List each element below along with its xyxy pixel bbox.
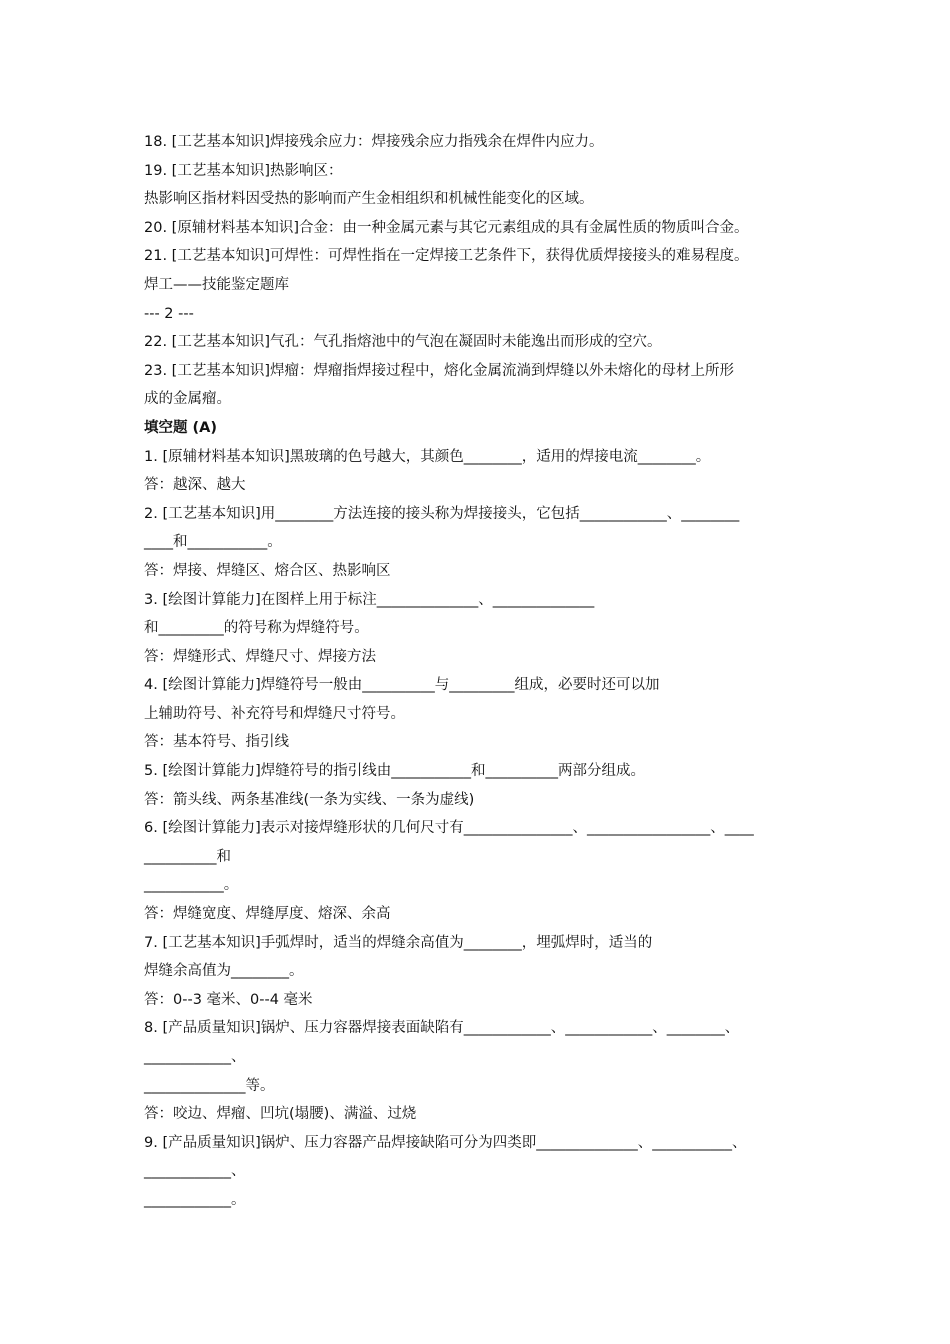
text-line: 21. [工艺基本知识]可焊性：可焊性指在一定焊接工艺条件下，获得优质焊接接头的难易程度。	[144, 248, 749, 265]
text-line: 22. [工艺基本知识]气孔：气孔指熔池中的气泡在凝固时未能逸出而形成的空穴。	[144, 334, 662, 351]
text-line: 答：咬边、焊瘤、凹坑(塌腰)、满溢、过烧	[144, 1106, 417, 1123]
text-line: 成的金属瘤。	[144, 391, 231, 408]
text-line: 答：箭头线、两条基准线(一条为实线、一条为虚线)	[144, 791, 475, 808]
text-line: 和_________的符号称为焊缝符号。	[144, 620, 369, 637]
text-line: ___________。	[144, 877, 239, 894]
text-line: 焊工——技能鉴定题库	[144, 276, 289, 293]
text-line: 答：焊缝宽度、焊缝厚度、熔深、余高	[144, 906, 391, 923]
text-line: 答：0--3 毫米、0--4 毫米	[144, 991, 313, 1008]
document-page	[144, 128, 809, 1215]
text-line: 2. [工艺基本知识]用________方法连接的接头称为焊接接头，它包括____________、________	[144, 505, 740, 522]
text-line: 答：焊缝形式、焊缝尺寸、焊接方法	[144, 648, 376, 665]
text-line: 7. [工艺基本知识]手弧焊时，适当的焊缝余高值为________，埋弧焊时，适当的	[144, 934, 653, 951]
text-line: ____和___________。	[144, 534, 282, 551]
text-line: 答：基本符号、指引线	[144, 734, 289, 751]
text-line: 18. [工艺基本知识]焊接残余应力：焊接残余应力指残余在焊件内应力。	[144, 134, 604, 150]
text-line: 焊缝余高值为________。	[144, 963, 304, 980]
text-line: 8. [产品质量知识]锅炉、压力容器焊接表面缺陷有____________、____________、________、	[144, 1020, 740, 1037]
text-line: 23. [工艺基本知识]焊瘤：焊瘤指焊接过程中，熔化金属流淌到焊缝以外未熔化的母材上所形	[144, 362, 734, 379]
text-line: 答：越深、越大	[144, 477, 246, 494]
text-line: 9. [产品质量知识]锅炉、压力容器产品焊接缺陷可分为四类即______________、___________、	[144, 1134, 747, 1151]
text-line: 19. [工艺基本知识]热影响区：	[144, 162, 343, 179]
text-line: 1. [原辅材料基本知识]黑玻璃的色号越大，其颜色________，适用的焊接电流________。	[144, 448, 711, 465]
text-line: 热影响区指材料因受热的影响而产生金相组织和机械性能变化的区域。	[144, 191, 594, 208]
text-line: ____________、	[144, 1163, 246, 1180]
text-line: 上辅助符号、补充符号和焊缝尺寸符号。	[144, 705, 405, 722]
text-line: 4. [绘图计算能力]焊缝符号一般由__________与_________组成，必要时还可以加	[144, 677, 660, 694]
text-line: 3. [绘图计算能力]在图样上用于标注______________、______________	[144, 591, 595, 608]
text-line: 5. [绘图计算能力]焊缝符号的指引线由___________和__________两部分组成。	[144, 763, 646, 780]
text-line: --- 2 ---	[144, 305, 194, 322]
text-line: 6. [绘图计算能力]表示对接焊缝形状的几何尺寸有_______________、_________________、____	[144, 820, 754, 837]
text-line: ______________等。	[144, 1077, 275, 1094]
text-line: ____________、	[144, 1049, 246, 1065]
text-line: ____________。	[144, 1191, 246, 1208]
text-line: __________和	[144, 848, 231, 865]
text-line: 答：焊接、焊缝区、熔合区、热影响区	[144, 562, 391, 579]
text-line: 20. [原辅材料基本知识]合金：由一种金属元素与其它元素组成的具有金属性质的物质叫合金。	[144, 219, 749, 236]
section-heading: 填空题 (A)	[144, 419, 218, 436]
